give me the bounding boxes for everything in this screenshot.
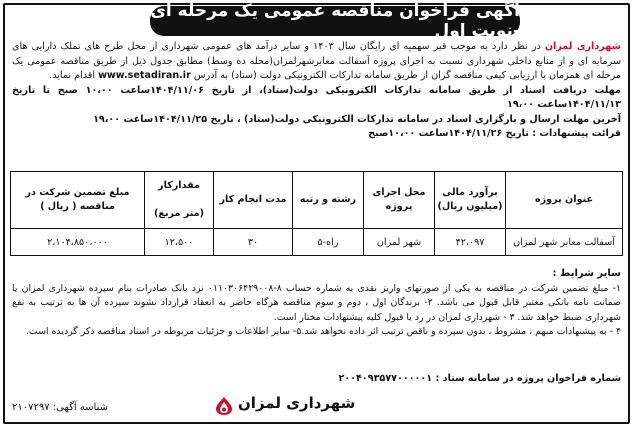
term-1-3: ۱- مبلغ تضمین شرکت در مناقصه به یکی از صورتهای واریز نقدی به شماره حساب ۸-۰۱۱۰۳۰۶۴۲۹۰۰۸ نزد بانک صادرات بنام سپرده شهرداری لمزان یا ضمانت نامه بانکی معتبر قابل قبول می باشد. ۲- برندگان اول ، دوم و سوم مناقصه هرگاه حاضر به انعقاد قرارداد نشوند سپرده آن ها به ترتیب به نفع شهرداری ضبط خواهد شد. ۳ - شهرداری لمزان در رد یا قبول کلیه پیشنهادات مختار است. [12, 283, 622, 323]
header-guarantee: مبلغ تضمین شرکت در مناقصه ( ریال ) [11, 172, 145, 229]
cell-duration: ۳۰ [214, 229, 293, 256]
header-quantity-label: مقدارکار [158, 180, 200, 191]
intro-paragraph [12, 40, 621, 142]
notice-title-bar [150, 1, 520, 41]
other-terms-title: سایر شرایط : [552, 268, 621, 279]
notice-id: شناسه آگهی: ۲۱۰۷۲۹۷ [12, 402, 109, 413]
notice-title: آگهی فراخوان مناقصه عمومی یک مرحله ای -نوبت اول [150, 1, 520, 41]
cell-guarantee: ۲،۱۰۴،۸۵۰،۰۰۰ [11, 229, 145, 256]
bid-opening-date: قرائت پیشنهادات : تاریخ ۱۴۰۴/۱۱/۲۶ساعت ۱۰،۰۰صبح [368, 128, 621, 139]
header-estimate [435, 172, 506, 229]
tender-table [10, 171, 623, 256]
header-quantity-unit: (متر مربع) [154, 208, 204, 219]
header-estimate-label: برآورد مالی [442, 187, 498, 198]
table-row [11, 229, 623, 256]
header-project-title: عنوان پروژه [506, 172, 623, 229]
cell-estimate: ۴۲،۰۹۷ [435, 229, 506, 256]
cell-location: شهر لمزان [364, 229, 435, 256]
municipality-logo-icon [214, 396, 234, 416]
cell-project-title: آسفالت معابر شهر لمزان [506, 229, 623, 256]
intro-text-1: در نظر دارد به موجب قیر سهمیه ای رایگان سال ۱۴۰۳ و سایر درآمد های عمومی شهرداری از محل طرح های تملک دارایی های سرمایه ای و از منابع داخلی شهرداری نسبت به اجرای پروژه آسفالت معابرشهرلمزان(محله ده وسط) مطابق جدول ذیل از طریق مناقصه عمومی یک مرحله ای همزمان با ارزیابی کیفی مناقصه گران از طریق سامانه تدارکات الکترونیکی دولت (ستاد) به آدرس [12, 41, 621, 81]
header-estimate-unit: (میلیون ریال) [437, 201, 503, 212]
table-header-row [11, 172, 623, 229]
setad-url: www.setadiran.ir [98, 70, 191, 81]
document-receive-deadline: مهلت دریافت اسناد از طریق سامانه تدارکات الکترونیکی دولت(ستاد)، از تاریخ ۱۴۰۴/۱۱/۰۶ساعت ۱۰،۰۰ صبح تا تاریخ ۱۴۰۴/۱۱/۱۳ساعت ۱۹،۰۰ [12, 84, 621, 110]
project-number: شماره فراخوان پروژه در سامانه ستاد : ۲۰۰۴۰۹۳۵۷۷۰۰۰۰۰۱ [338, 373, 621, 384]
cell-quantity: ۱۲،۵۰۰ [145, 229, 214, 256]
cell-field-rank: راه-۵ [293, 229, 364, 256]
term-4-5: ۴ - به پیشنهادات مبهم ، مشروط ، بدون سپرده و ناقص ترتیب اثر داده نخواهد شد.۵- سایر اطلاعات و جزئیات مربوطه در اسناد مناقصه ذکر گردیده است. [25, 326, 621, 338]
header-duration: مدت انجام کار [214, 172, 293, 229]
terms-list [12, 282, 621, 340]
organization-name: شهرداری لمزان [544, 41, 621, 52]
header-location: محل اجرای پروژه [364, 172, 435, 229]
header-field-rank: رشته و رتبه [293, 172, 364, 229]
intro-text-2: اقدام نماید. [49, 70, 99, 81]
header-quantity [145, 172, 214, 229]
logo-text: شهرداری لمزان [238, 394, 356, 412]
submission-deadline: آخرین مهلت ارسال و بارگزاری اسناد در سامانه تدارکات الکترونیکی دولت(ستاد) ، تاریخ ۱۴۰۴/۱۱/۲۵ساعت ۱۹،۰۰ [93, 113, 621, 125]
